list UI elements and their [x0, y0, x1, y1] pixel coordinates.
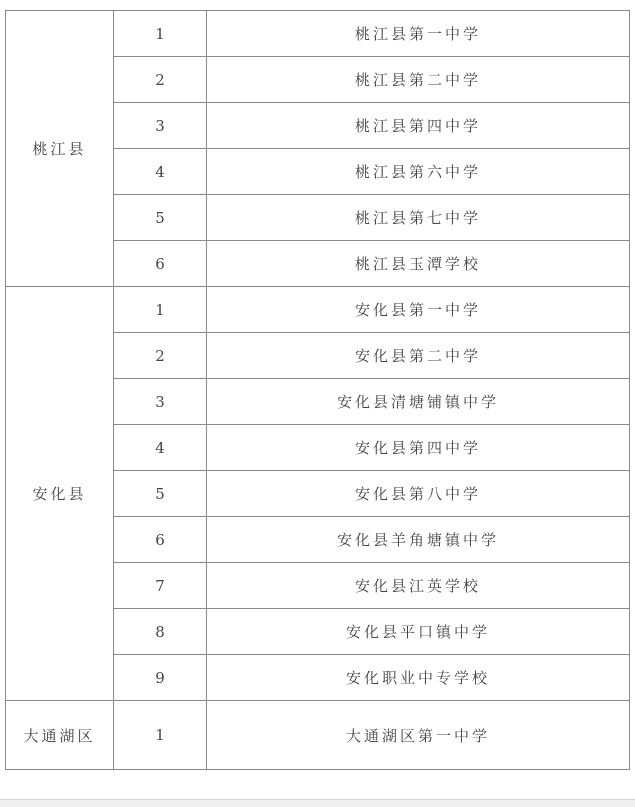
school-name: 大通湖区第一中学 — [207, 701, 630, 770]
school-name: 安化县平口镇中学 — [207, 609, 630, 655]
row-number: 6 — [114, 241, 207, 287]
school-name: 安化县清塘铺镇中学 — [207, 379, 630, 425]
row-number: 4 — [114, 425, 207, 471]
school-name: 安化县第一中学 — [207, 287, 630, 333]
school-name: 安化县第二中学 — [207, 333, 630, 379]
county-cell: 安化县 — [6, 287, 114, 701]
row-number: 2 — [114, 57, 207, 103]
school-name: 安化县第四中学 — [207, 425, 630, 471]
row-number: 7 — [114, 563, 207, 609]
row-number: 3 — [114, 379, 207, 425]
county-cell: 大通湖区 — [6, 701, 114, 770]
school-list-table — [5, 10, 630, 770]
row-number: 3 — [114, 103, 207, 149]
county-cell: 桃江县 — [6, 11, 114, 287]
row-number: 8 — [114, 609, 207, 655]
school-name: 安化县羊角塘镇中学 — [207, 517, 630, 563]
row-number: 1 — [114, 11, 207, 57]
table-row — [6, 701, 630, 770]
school-name: 安化职业中专学校 — [207, 655, 630, 701]
row-number: 4 — [114, 149, 207, 195]
school-name: 桃江县第四中学 — [207, 103, 630, 149]
table-row — [6, 287, 630, 333]
row-number: 1 — [114, 701, 207, 770]
table-row — [6, 11, 630, 57]
school-name: 桃江县第一中学 — [207, 11, 630, 57]
row-number: 1 — [114, 287, 207, 333]
row-number: 6 — [114, 517, 207, 563]
school-name: 桃江县第二中学 — [207, 57, 630, 103]
school-name: 桃江县第七中学 — [207, 195, 630, 241]
school-name: 桃江县第六中学 — [207, 149, 630, 195]
school-name: 安化县江英学校 — [207, 563, 630, 609]
row-number: 2 — [114, 333, 207, 379]
row-number: 5 — [114, 471, 207, 517]
school-name: 安化县第八中学 — [207, 471, 630, 517]
row-number: 9 — [114, 655, 207, 701]
school-name: 桃江县玉潭学校 — [207, 241, 630, 287]
row-number: 5 — [114, 195, 207, 241]
